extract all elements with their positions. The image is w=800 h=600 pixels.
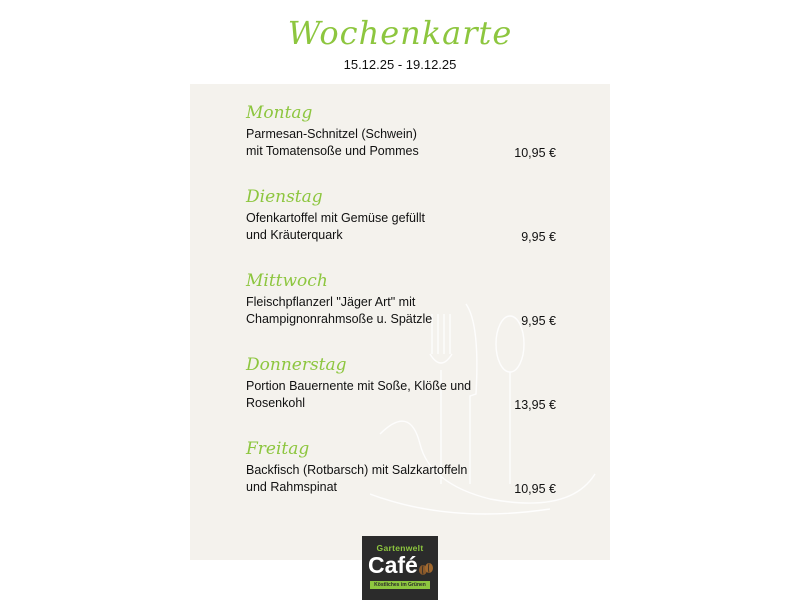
dish-line: und Kräuterquark (246, 228, 343, 242)
coffee-bean-icon (418, 562, 434, 576)
page-title: Wochenkarte (287, 14, 513, 52)
dish-line: Ofenkartoffel mit Gemüse gefüllt (246, 211, 426, 225)
logo-tagline: Köstliches im Grünen (370, 581, 430, 589)
dish-line: Portion Bauernente mit Soße, Klöße und (246, 379, 472, 393)
dish-line: Rosenkohl (246, 396, 306, 410)
dish-line: mit Tomatensoße und Pommes (246, 144, 419, 158)
price-mittwoch: 9,95 € (521, 314, 556, 328)
price-freitag: 10,95 € (514, 482, 556, 496)
menu-card (190, 84, 610, 560)
dish-line: Champignonrahmsoße u. Spätzle (246, 312, 433, 326)
price-dienstag: 9,95 € (521, 230, 556, 244)
day-name: Dienstag (246, 187, 323, 207)
day-name: Montag (246, 103, 313, 123)
cafe-logo (362, 536, 438, 600)
dish-line: Parmesan-Schnitzel (Schwein) (246, 127, 417, 141)
day-name: Donnerstag (246, 355, 347, 375)
logo-top-text: Gartenwelt (376, 543, 424, 553)
day-name: Freitag (246, 439, 310, 459)
day-name: Mittwoch (246, 271, 328, 291)
dish-line: Backfisch (Rotbarsch) mit Salzkartoffeln (246, 463, 468, 477)
price-donnerstag: 13,95 € (514, 398, 556, 412)
dish-line: und Rahmspinat (246, 480, 338, 494)
logo-main-text: Café (368, 552, 418, 578)
date-range: 15.12.25 - 19.12.25 (343, 57, 457, 72)
dish-line: Fleischpflanzerl "Jäger Art" mit (246, 295, 416, 309)
price-montag: 10,95 € (514, 146, 556, 160)
